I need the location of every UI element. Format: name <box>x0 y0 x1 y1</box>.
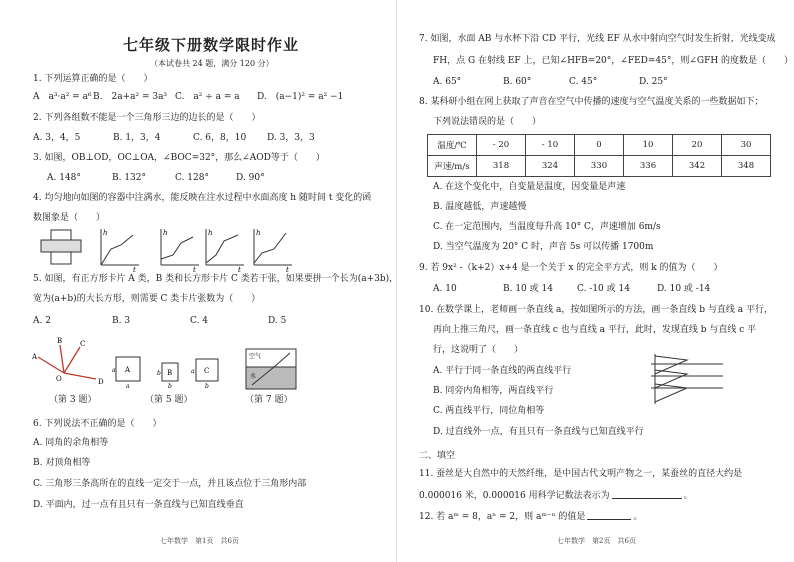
fig5-card-a: A <box>125 366 131 374</box>
q8-line2: 下列说法错误的是（ ） <box>433 117 542 127</box>
right-footer: 七年数学 第2页 共6页 <box>557 537 636 545</box>
fig3-label-d: D <box>98 378 104 386</box>
section-fill-in-heading: 二、填空 <box>419 451 456 461</box>
q11-line1: 11. 蚕丝是大自然中的天然纤维，是中国古代文明产物之一，某蚕丝的直径大约是 <box>419 469 743 479</box>
q1-option-d: D. (a−1)² = a² −1 <box>257 92 344 102</box>
fig5-card-b-bottom: b <box>168 383 172 389</box>
svg-text:t: t <box>133 266 136 273</box>
fig3-label-o: O <box>56 375 62 383</box>
q9-option-c: C. -10 或 14 <box>577 284 630 294</box>
q7-option-a: A. 65° <box>433 77 462 87</box>
q2-option-d: D. 3，3，3 <box>267 133 315 143</box>
q5-stem-line1: 5. 如图，有正方形卡片 A 类，B 类和长方形卡片 C 类若干张，如果要拼一个长为(a+3b)， <box>33 274 399 284</box>
q8-temp-cell: - 10 <box>526 135 575 156</box>
exam-subtitle: （本试卷共 24 题，满分 120 分） <box>150 59 274 68</box>
q12-answer-blank[interactable] <box>587 510 631 520</box>
q8-row-speed <box>428 156 771 177</box>
q8-option-a: A. 在这个变化中，自变量是温度，因变量是声速 <box>433 182 626 192</box>
fig5-card-c-side: a <box>191 368 195 375</box>
q4-graph-c <box>200 225 246 273</box>
q8-line1: 8. 某科研小组在网上获取了声音在空气中传播的速度与空气温度关系的一些数据如下； <box>419 97 764 107</box>
q3-stem: 3. 如图，OB⊥OD，OC⊥OA，∠BOC=32°，那么∠AOD等于（ ） <box>33 153 325 163</box>
q6-option-a: A. 同角的余角相等 <box>33 438 109 448</box>
q10-line2: 再向上推三角尺，画一条直线 c 也与直线 a 平行，此时，发现直线 b 与直线 c 平 <box>433 325 757 335</box>
q8-temp-cell: 10 <box>624 135 673 156</box>
q8-data-table <box>427 134 771 177</box>
svg-text:h: h <box>208 229 213 237</box>
fig5-card-b: B <box>167 369 173 377</box>
q8-speed-cell: 348 <box>722 156 771 177</box>
q7-line1: 7. 如图，水面 AB 与水杯下沿 CD 平行，光线 EF 从水中射向空气时发生折射，光线变成 <box>419 34 776 44</box>
q1-option-c: C. a² ÷ a = a <box>175 92 240 102</box>
q8-speed-cell: 342 <box>673 156 722 177</box>
q8-temp-cell: 30 <box>722 135 771 156</box>
svg-text:t: t <box>238 266 241 273</box>
q3-option-b: B. 132° <box>112 173 147 183</box>
q5-option-c: C. 4 <box>190 316 209 326</box>
q12-wrap <box>419 510 642 523</box>
q8-row-temperature <box>428 135 771 156</box>
q1-option-a: A a³·a² = a⁶ <box>33 92 92 102</box>
q8-temp-cell: - 20 <box>477 135 526 156</box>
left-footer: 七年数学 第1页 共6页 <box>160 537 239 545</box>
q11-answer-blank[interactable] <box>612 489 682 499</box>
fig7-label-water: 水 <box>250 373 257 380</box>
fig5-card-b-side: b <box>157 370 161 377</box>
q10-option-b: B. 同旁内角相等，两直线平行 <box>433 386 554 396</box>
fig5-card-c-bottom: b <box>205 383 209 389</box>
q6-stem: 6. 下列说法不正确的是（ ） <box>33 419 162 429</box>
fig5-card-c: C <box>204 367 210 375</box>
q5-option-a: A. 2 <box>33 316 51 326</box>
q10-option-c: C. 两直线平行，同位角相等 <box>433 406 545 416</box>
q8-speed-cell: 330 <box>575 156 624 177</box>
q8-row1-header: 温度/℃ <box>428 135 477 156</box>
q5-option-b: B. 3 <box>112 316 131 326</box>
q7-option-c: C. 45° <box>569 77 598 87</box>
q9-stem: 9. 若 9x² -（k+2）x+4 是一个关于 x 的完全平方式，则 k 的值为（ ） <box>419 263 723 273</box>
svg-text:h: h <box>256 229 261 237</box>
fig3-label-a: A <box>32 353 38 361</box>
q7-figure <box>244 347 300 393</box>
q10-line3: 行，这说明了（ ） <box>433 345 524 355</box>
q4-graph-a <box>95 225 141 273</box>
q10-option-a: A. 平行于同一条直线的两直线平行 <box>433 366 572 376</box>
q3-option-c: C. 128° <box>175 173 209 183</box>
svg-text:t: t <box>193 266 196 273</box>
q6-option-d: D. 平面内，过一点有且只有一条直线与已知直线垂直 <box>33 500 244 510</box>
q4-stem-line2: 数图象是（ ） <box>33 213 106 223</box>
q8-speed-cell: 318 <box>477 156 526 177</box>
fig5-card-a-bottom: a <box>126 383 130 389</box>
q8-row2-header: 声速/m/s <box>428 156 477 177</box>
q7-option-d: D. 25° <box>639 77 668 87</box>
fig3-label-b: B <box>57 337 63 345</box>
q3-option-d: D. 90° <box>236 173 265 183</box>
q10-figure <box>647 350 727 406</box>
q8-speed-cell: 336 <box>624 156 673 177</box>
q8-option-c: C. 在一定范围内，当温度每升高 10° C，声速增加 6m/s <box>433 222 661 232</box>
right-page <box>397 0 794 562</box>
caption-q5: （第 5 题） <box>145 395 193 405</box>
q3-figure <box>30 335 110 387</box>
q8-speed-cell: 324 <box>526 156 575 177</box>
q6-option-b: B. 对顶角相等 <box>33 458 91 468</box>
q2-option-a: A. 3，4，5 <box>33 133 81 143</box>
q8-option-d: D. 当空气温度为 20° C 时，声音 5s 可以传播 1700m <box>433 242 654 252</box>
svg-text:h: h <box>103 229 108 237</box>
exam-title: 七年级下册数学限时作业 <box>123 36 300 54</box>
q2-stem: 2. 下列各组数不能是一个三角形三边的边长的是（ ） <box>33 113 261 123</box>
fig5-card-a-side: a <box>112 367 116 374</box>
fig3-label-c: C <box>80 340 86 348</box>
svg-text:h: h <box>163 229 168 237</box>
q11-line2-wrap <box>419 489 693 502</box>
q5-option-d: D. 5 <box>268 316 287 326</box>
q5-figure <box>112 353 232 389</box>
q2-option-b: B. 1，3，4 <box>113 133 161 143</box>
q1-stem: 1. 下列运算正确的是（ ） <box>33 74 153 84</box>
q5-stem-line2: 宽为(a+b)的大长方形，则需要 C 类卡片张数为（ ） <box>33 294 261 304</box>
q11-line2: 0.000016 米，0.000016 用科学记数法表示为 <box>419 491 610 501</box>
q1-option-b: B. 2a+a² = 3a³ <box>93 92 168 102</box>
q12-period: 。 <box>633 512 643 522</box>
q4-container-figure <box>38 228 84 268</box>
q7-line2: FH，点 G 在射线 EF 上，已知∠HFB=20°，∠FED=45°，则∠GFH 的度数是（ ） <box>433 56 794 66</box>
q7-option-b: B. 60° <box>503 77 532 87</box>
caption-q7: （第 7 题） <box>245 395 293 405</box>
caption-q3: （第 3 题） <box>49 395 97 405</box>
q3-option-a: A. 148° <box>47 173 81 183</box>
q2-option-c: C. 6，8，10 <box>193 133 247 143</box>
q8-temp-cell: 0 <box>575 135 624 156</box>
q11-period: 。 <box>683 491 693 501</box>
q4-graph-b <box>155 225 201 273</box>
q8-option-b: B. 温度越低，声速越慢 <box>433 202 527 212</box>
q9-option-a: A. 10 <box>433 284 457 294</box>
q10-option-d: D. 过直线外一点，有且只有一条直线与已知直线平行 <box>433 427 644 437</box>
q10-line1: 10. 在数学课上，老师画一条直线 a，按如图所示的方法，画一条直线 b 与直线 a 平行， <box>419 305 773 315</box>
svg-text:t: t <box>286 266 289 273</box>
q6-option-c: C. 三角形三条高所在的直线一定交于一点，并且该点位于三角形内部 <box>33 479 307 489</box>
q9-option-b: B. 10 或 14 <box>503 284 553 294</box>
fig7-label-air: 空气 <box>249 353 262 360</box>
q4-stem-line1: 4. 均匀地向如图的容器中注满水，能反映在注水过程中水面高度 h 随时间 t 变化的函 <box>33 193 372 203</box>
q4-graph-d <box>248 225 294 273</box>
q8-temp-cell: 20 <box>673 135 722 156</box>
q12-text: 12. 若 aᵐ = 8，aⁿ = 2，则 aᵐ⁻ⁿ 的值是 <box>419 512 586 522</box>
q9-option-d: D. 10 或 -14 <box>657 284 711 294</box>
